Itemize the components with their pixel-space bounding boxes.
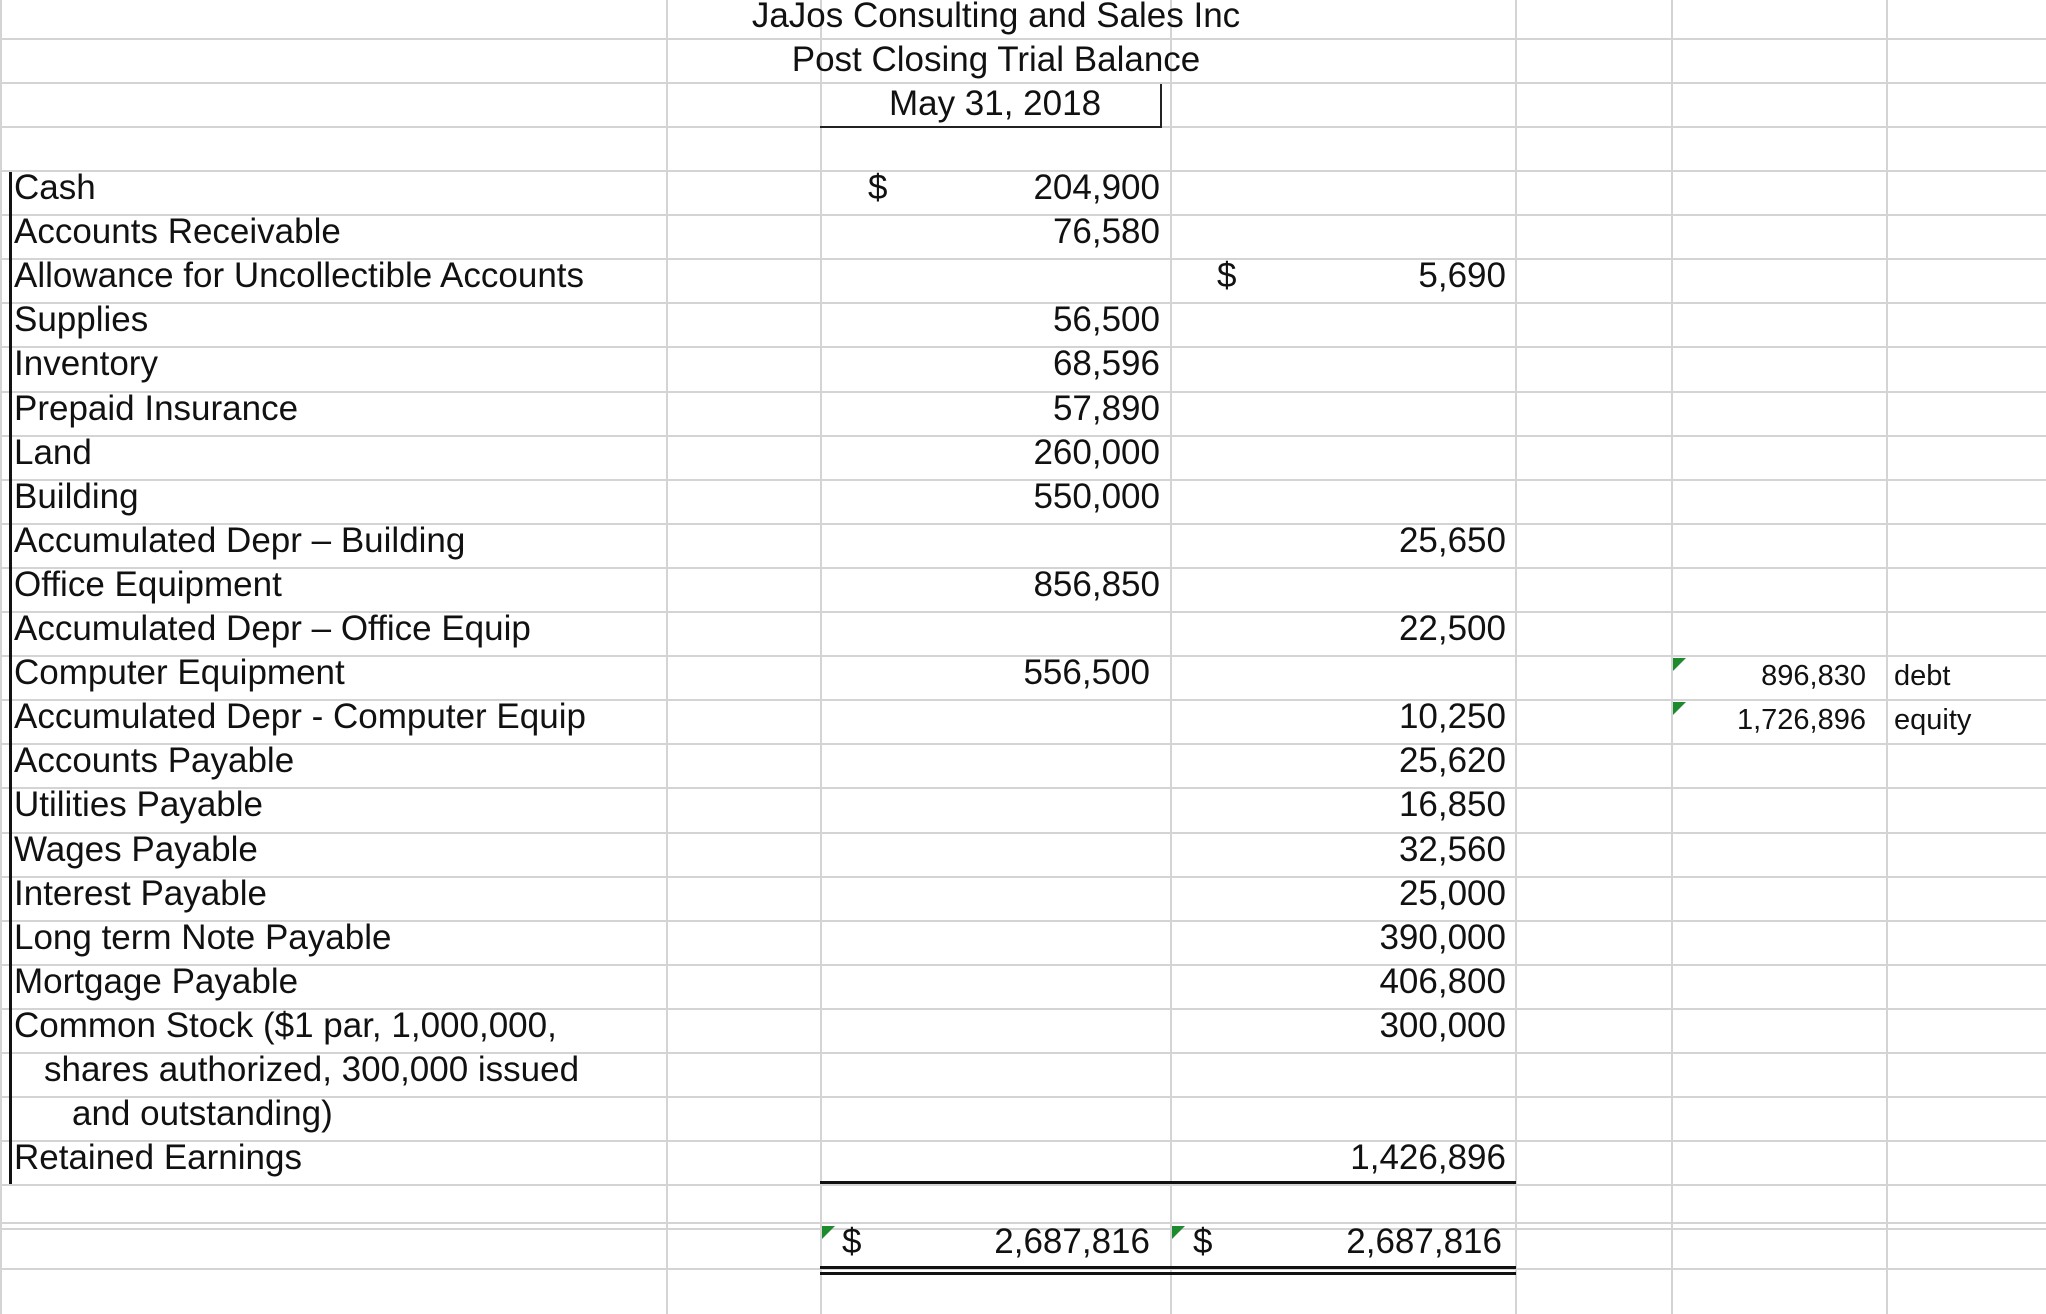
debit-amount <box>900 1136 1160 1180</box>
debit-amount <box>900 960 1160 1004</box>
debit-currency-symbol: $ <box>868 168 888 207</box>
account-name: Wages Payable <box>14 830 258 869</box>
side-note-equity-label: equity <box>1894 704 1972 736</box>
account-name: Prepaid Insurance <box>14 389 299 428</box>
debit-amount <box>900 828 1160 872</box>
statement-title: Post Closing Trial Balance <box>791 40 1201 79</box>
grid-row-line <box>0 1184 2046 1186</box>
account-name: Building <box>14 477 139 516</box>
grid-col-line <box>0 0 2 1314</box>
debit-amount <box>900 1004 1160 1048</box>
debit-amount <box>900 1048 1160 1092</box>
credit-amount: 5,690 <box>1418 256 1506 295</box>
error-indicator-icon <box>1172 1226 1185 1239</box>
credit-amount <box>1250 563 1506 607</box>
credit-amount: 16,850 <box>1398 785 1506 824</box>
debit-amount: 76,580 <box>1052 212 1160 251</box>
account-name: Accumulated Depr – Office Equip <box>14 609 531 648</box>
grid-col-line <box>666 0 668 1314</box>
total-double-rule <box>820 1266 1516 1269</box>
credit-amount: 32,560 <box>1398 830 1506 869</box>
credit-currency-symbol: $ <box>1217 256 1237 295</box>
debit-amount: 556,500 <box>1023 653 1150 692</box>
side-note-debt-label: debt <box>1894 660 1951 692</box>
credit-amount <box>1250 475 1506 519</box>
credit-amount <box>1250 298 1506 342</box>
total-credit: 2,687,816 <box>1346 1222 1502 1261</box>
credit-amount: 25,620 <box>1398 741 1506 780</box>
credit-amount: 25,000 <box>1398 874 1506 913</box>
debit-amount: 68,596 <box>1052 344 1160 383</box>
credit-amount <box>1250 1048 1506 1092</box>
debit-amount: 550,000 <box>1033 477 1160 516</box>
account-name: Inventory <box>14 344 158 383</box>
grid-col-line <box>820 0 822 1314</box>
debit-amount: 56,500 <box>1052 300 1160 339</box>
side-note-debt-value: 896,830 <box>1761 660 1866 692</box>
credit-amount <box>1250 166 1506 210</box>
account-name: Allowance for Uncollectible Accounts <box>14 256 585 295</box>
debit-amount <box>900 916 1160 960</box>
account-name: Retained Earnings <box>14 1138 302 1177</box>
account-name: and outstanding) <box>72 1094 333 1133</box>
account-name: shares authorized, 300,000 issued <box>44 1050 580 1089</box>
debit-amount: 57,890 <box>1052 389 1160 428</box>
grid-col-line <box>1170 0 1172 1314</box>
debit-amount: 204,900 <box>1033 168 1160 207</box>
debit-amount <box>900 695 1160 739</box>
company-name: JaJos Consulting and Sales Inc <box>751 0 1241 35</box>
credit-amount <box>1250 651 1506 695</box>
credit-amount <box>1250 210 1506 254</box>
account-name: Office Equipment <box>14 565 282 604</box>
credit-amount: 25,650 <box>1398 521 1506 560</box>
credit-amount <box>1250 342 1506 386</box>
grid-col-line <box>1886 0 1888 1314</box>
total-rule-top <box>820 1181 1516 1184</box>
account-name: Mortgage Payable <box>14 962 299 1001</box>
account-name: Supplies <box>14 300 149 339</box>
account-name: Accumulated Depr - Computer Equip <box>14 697 586 736</box>
credit-amount: 300,000 <box>1379 1006 1506 1045</box>
credit-amount: 10,250 <box>1398 697 1506 736</box>
account-name: Cash <box>14 168 96 207</box>
title-border <box>820 126 1162 128</box>
debit-amount <box>900 1092 1160 1136</box>
total-credit-currency: $ <box>1193 1222 1213 1261</box>
statement-date: May 31, 2018 <box>888 84 1102 123</box>
credit-amount <box>1250 431 1506 475</box>
total-debit-currency: $ <box>842 1222 862 1261</box>
debit-amount <box>900 607 1160 651</box>
side-note-equity-value: 1,726,896 <box>1736 704 1866 736</box>
grid-col-line <box>1515 0 1517 1314</box>
error-indicator-icon <box>822 1226 835 1239</box>
debit-amount: 260,000 <box>1033 433 1160 472</box>
debit-amount <box>900 872 1160 916</box>
account-name: Long term Note Payable <box>14 918 392 957</box>
debit-amount <box>900 254 1160 298</box>
account-name: Utilities Payable <box>14 785 263 824</box>
account-name: Accounts Payable <box>14 741 295 780</box>
debit-amount <box>900 783 1160 827</box>
credit-amount: 406,800 <box>1379 962 1506 1001</box>
debit-amount <box>900 739 1160 783</box>
account-name: Land <box>14 433 92 472</box>
account-name: Accounts Receivable <box>14 212 341 251</box>
credit-amount: 1,426,896 <box>1350 1138 1506 1177</box>
account-name: Interest Payable <box>14 874 267 913</box>
account-name: Common Stock ($1 par, 1,000,000, <box>14 1006 557 1045</box>
debit-amount: 856,850 <box>1033 565 1160 604</box>
credit-amount <box>1250 387 1506 431</box>
debit-amount <box>900 519 1160 563</box>
credit-amount <box>1250 1092 1506 1136</box>
account-column-border <box>9 172 12 1184</box>
account-name: Accumulated Depr – Building <box>14 521 466 560</box>
grid-col-line <box>1671 0 1673 1314</box>
total-double-rule <box>820 1272 1516 1275</box>
account-name: Computer Equipment <box>14 653 345 692</box>
total-debit: 2,687,816 <box>994 1222 1150 1261</box>
credit-amount: 22,500 <box>1398 609 1506 648</box>
credit-amount: 390,000 <box>1379 918 1506 957</box>
